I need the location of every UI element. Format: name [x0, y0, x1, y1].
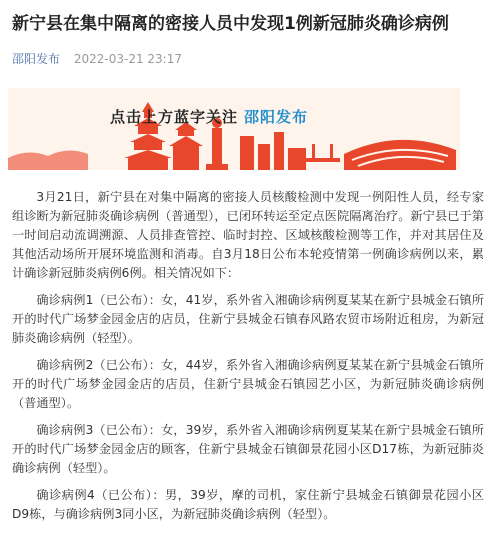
- article-meta: [12, 50, 182, 68]
- paragraph: 确诊病例2（已公布）：女，44岁，系外省入湘确诊病例夏某某在新宁县城金石镇所开的时代广场梦金园金店的店员，住新宁县城金石镇园艺小区，为新冠肺炎确诊病例（普通型）。: [12, 358, 484, 410]
- city-skyline-graphic: [8, 88, 460, 170]
- author-link[interactable]: 邵阳发布: [12, 52, 61, 66]
- paragraph: 确诊病例4（已公布）：男，39岁，摩的司机，家住新宁县城金石镇御景花园小区D9栋，与确诊病例3同小区，为新冠肺炎确诊病例（轻型）。: [12, 488, 484, 521]
- article-body: [12, 188, 484, 532]
- slogan-account[interactable]: 邵阳发布: [244, 108, 309, 126]
- paragraph: 确诊病例1（已公布）：女，41岁，系外省入湘确诊病例夏某某在新宁县城金石镇所开的时代广场梦金园金店的店员，住新宁县城金石镇春风路农贸市场附近租房，为新冠肺炎确诊病例（轻型）。: [12, 293, 484, 345]
- follow-slogan: [110, 106, 308, 127]
- paragraph: 确诊病例3（已公布）：女，39岁，系外省入湘确诊病例夏某某在新宁县城金石镇所开的时代广场梦金园金店的顾客，住新宁县城金石镇御景花园小区D17栋，为新冠肺炎确诊病例（轻型）。: [12, 423, 484, 475]
- slogan-prefix: 点击上方蓝字关注: [110, 108, 239, 126]
- article-title: 新宁县在集中隔离的密接人员中发现1例新冠肺炎确诊病例: [12, 14, 449, 34]
- paragraph: 3月21日，新宁县在对集中隔离的密接人员核酸检测中发现一例阳性人员，经专家组诊断为新冠肺炎确诊病例（普通型），已闭环转运至定点医院隔离治疗。新宁县已于第一时间启动流调溯源、人员排查管控、临时封控、区域核酸检测等工作，并对其居住及其他活动场所开展环境监测和消毒。自3月18日公布本轮疫情第一例确诊病例以来，累计确诊新冠肺炎病例6例。相关情况如下：: [12, 190, 484, 280]
- follow-banner[interactable]: [8, 88, 460, 170]
- publish-time: 2022-03-21 23:17: [73, 52, 182, 66]
